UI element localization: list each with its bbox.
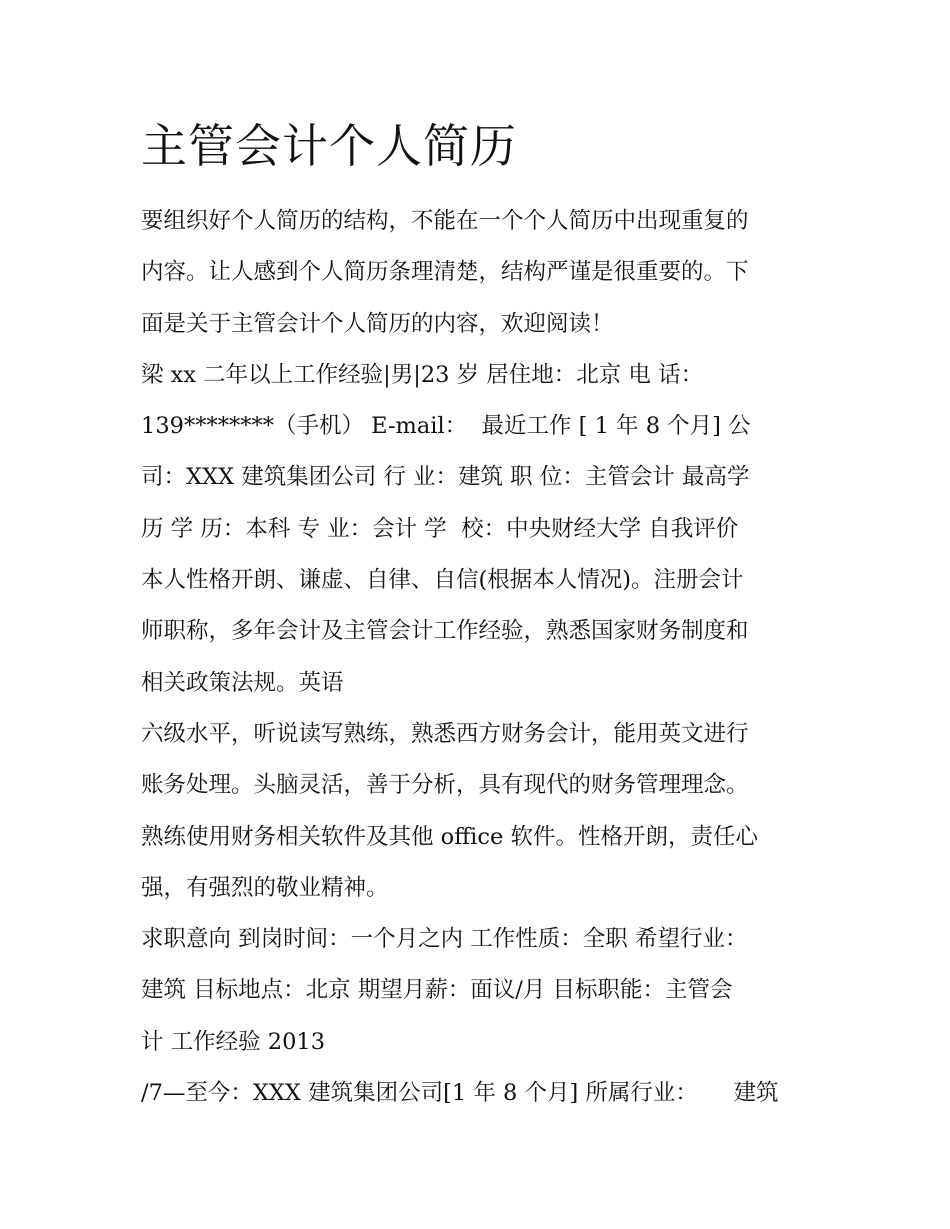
text-line: 强，有强烈的敬业精神。 xyxy=(141,874,389,901)
text-line: 熟练使用财务相关软件及其他 office 软件。性格开朗，责任心 xyxy=(141,823,758,850)
text-line: 六级水平，听说读写熟练，熟悉西方财务会计，能用英文进行 xyxy=(141,720,749,747)
text-line: 139********（手机） E-mail： 最近工作 [ 1 年 8 个月] 公 xyxy=(141,413,751,440)
document-body xyxy=(141,196,821,1119)
text-line: 相关政策法规。英语 xyxy=(141,669,344,696)
text-line: 账务处理。头脑灵活，善于分析，具有现代的财务管理理念。 xyxy=(141,772,749,799)
text-line: 本人性格开朗、谦虚、自律、自信(根据本人情况)。注册会计 xyxy=(141,567,744,594)
text-line: 历 学 历：本科 专 业：会计 学 校：中央财经大学 自我评价 xyxy=(141,515,739,542)
text-line: 计 工作经验 2013 xyxy=(141,1028,326,1055)
text-line: 内容。让人感到个人简历条理清楚，结构严谨是很重要的。下 xyxy=(141,259,749,286)
text-line: 建筑 目标地点：北京 期望月薪：面议/月 目标职能：主管会 xyxy=(141,977,733,1004)
text-line: /7—至今：XXX 建筑集团公司[1 年 8 个月] 所属行业： 建筑 xyxy=(141,1080,779,1107)
text-line: 求职意向 到岗时间：一个月之内 工作性质：全职 希望行业： xyxy=(141,926,748,953)
text-line: 梁 xx 二年以上工作经验|男|23 岁 居住地：北京 电 话： xyxy=(141,361,704,388)
document-title: 主管会计个人简历 xyxy=(141,119,517,173)
text-line: 要组织好个人简历的结构，不能在一个个人简历中出现重复的 xyxy=(141,208,749,234)
text-line: 司：XXX 建筑集团公司 行 业：建筑 职 位：主管会计 最高学 xyxy=(141,464,750,491)
text-line: 面是关于主管会计个人简历的内容，欢迎阅读！ xyxy=(141,310,614,337)
text-line: 师职称，多年会计及主管会计工作经验，熟悉国家财务制度和 xyxy=(141,618,749,645)
